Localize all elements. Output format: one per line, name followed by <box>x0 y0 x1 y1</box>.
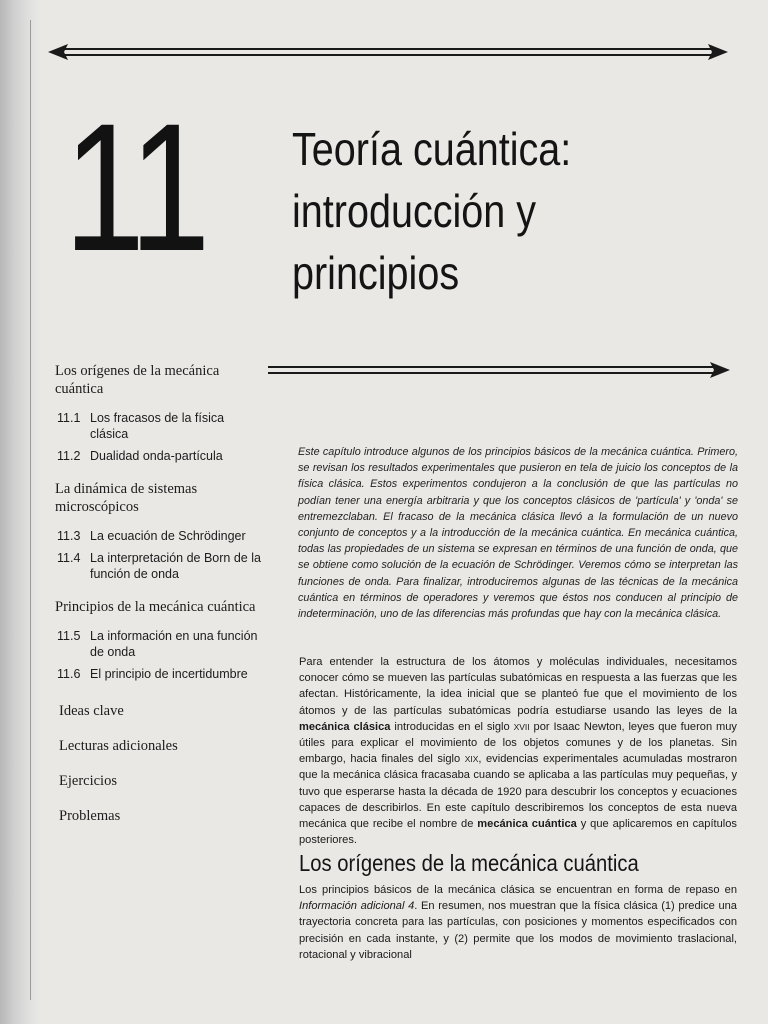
toc-exercises: Ejercicios <box>59 773 117 789</box>
toc-item-title: La información en una función de onda <box>90 629 258 659</box>
toc-item-number: 11.4 <box>57 551 81 565</box>
text-run: Para entender la estructura de los átomos y moléculas individuales, necesitamos conocer cómo se mueven las partículas subatómicas en respuesta a las fuerzas que les afectan. Históricamente, la idea inicial que se planteó fue que el movimiento de los átomos y de las partículas subatómicas podría estudiarse usando las leyes de la <box>299 656 737 717</box>
chapter-number: 11 <box>64 85 206 289</box>
toc-item-number: 11.2 <box>57 449 81 463</box>
text-run: por Isaac Newton, leyes que fueron muy útiles para explicar el movimiento de los objetos comunes y de los planetas. Sin embargo, hacia finales del siglo <box>299 720 737 766</box>
middle-arrow-rule <box>268 360 732 380</box>
toc-heading-origins: Los orígenes de la mecánica cuántica <box>55 363 220 397</box>
toc-item <box>55 528 265 544</box>
term-quantum-mechanics: mecánica cuántica <box>477 818 577 831</box>
toc-heading-dynamics: La dinámica de sistemas microscópicos <box>55 481 198 515</box>
text-run: y que aplicaremos en capítulos posteriores. <box>299 818 737 847</box>
toc-item-title: La interpretación de Born de la función de onda <box>90 551 261 581</box>
text-run: introducidas en el siglo <box>390 720 514 733</box>
toc-item-title: Los fracasos de la física clásica <box>90 411 225 441</box>
toc-item <box>55 666 265 682</box>
section-heading: Los orígenes de la mecánica cuántica <box>299 850 639 876</box>
toc-item-title: Dualidad onda-partícula <box>90 449 223 463</box>
term-classical-mechanics: mecánica clásica <box>299 720 391 733</box>
cross-reference: Información adicional 4 <box>299 900 415 913</box>
toc-item <box>55 410 265 442</box>
toc-key-ideas: Ideas clave <box>59 703 124 719</box>
toc-heading-principles: Principios de la mecánica cuántica <box>55 599 256 615</box>
chapter-title-line-2: introducción y <box>292 185 537 237</box>
toc-further-reading: Lecturas adicionales <box>59 738 178 754</box>
chapter-title <box>292 118 670 304</box>
top-double-arrow-rule <box>48 38 730 66</box>
chapter-introduction: Este capítulo introduce algunos de los principios básicos de la mecánica cuántica. Primero, se revisan los resultados experimentales que pusieron en tela de juicio los conceptos de la física clásica. Estos experimentos condujeron a la conclusión de que las partículas no podían tener una energía arbitraria y que los conceptos clásicos de 'partícula' y 'onda' se entremezclaban. El fracaso de la mecánica clásica llevó a la formulación de un nuevo conjunto de conceptos y a la introducción de la mecánica cuántica. En mecánica cuántica, todas las propiedades de un sistema se expresan en términos de una función de onda, que se obtiene como solución de la ecuación de Schrödinger. Veremos cómo se interpretan las funciones de onda. Para finalizar, introduciremos algunas de las técnicas de la mecánica cuántica en términos de operadores y veremos que éstos nos conducen al principio de indeterminación, uno de las diferencias más profundas que hay con la mecánica clásica. <box>298 446 738 621</box>
text-run: Los principios básicos de la mecánica clásica se encuentran en forma de repaso en <box>299 884 737 896</box>
text-run: , evidencias experimentales acumuladas mostraron que la mecánica clásica fracasaba cuando se aplicaba a las partículas muy pequeñas, y tuvo que esperarse hasta la década de 1920 para descubrir los conceptos y ecuaciones capaces de describirlos. En este capítulo describiremos los conceptos de esta nueva mecánica que recibe el nombre de <box>299 753 737 831</box>
toc-item-title: El principio de incertidumbre <box>90 667 248 681</box>
text-run: . En resumen, nos muestran que la física clásica (1) predice una trayectoria concreta para las partículas, con posiciones y momentos especificados con precisión en cada instante, y (2) permite que los modos de movimiento traslacional, rotacional y vibracional <box>299 900 737 961</box>
toc-item <box>55 550 265 582</box>
toc-problems: Problemas <box>59 808 121 824</box>
chapter-title-line-3: principios <box>292 247 460 299</box>
toc-item <box>55 448 265 464</box>
chapter-contents <box>55 362 265 842</box>
chapter-title-line-1: Teoría cuántica: <box>292 123 572 175</box>
toc-item-title: La ecuación de Schrödinger <box>90 529 246 543</box>
section-paragraph <box>299 882 737 963</box>
century-numeral: XVII <box>513 721 530 732</box>
book-spine-edge <box>30 20 31 1000</box>
toc-item-number: 11.6 <box>57 667 81 681</box>
century-numeral: XIX <box>464 754 479 765</box>
book-spine-shadow <box>0 0 40 1024</box>
toc-item-number: 11.1 <box>57 411 81 425</box>
toc-item <box>55 628 265 660</box>
opening-paragraph <box>299 654 737 848</box>
toc-item-number: 11.3 <box>57 529 81 543</box>
toc-item-number: 11.5 <box>57 629 81 643</box>
